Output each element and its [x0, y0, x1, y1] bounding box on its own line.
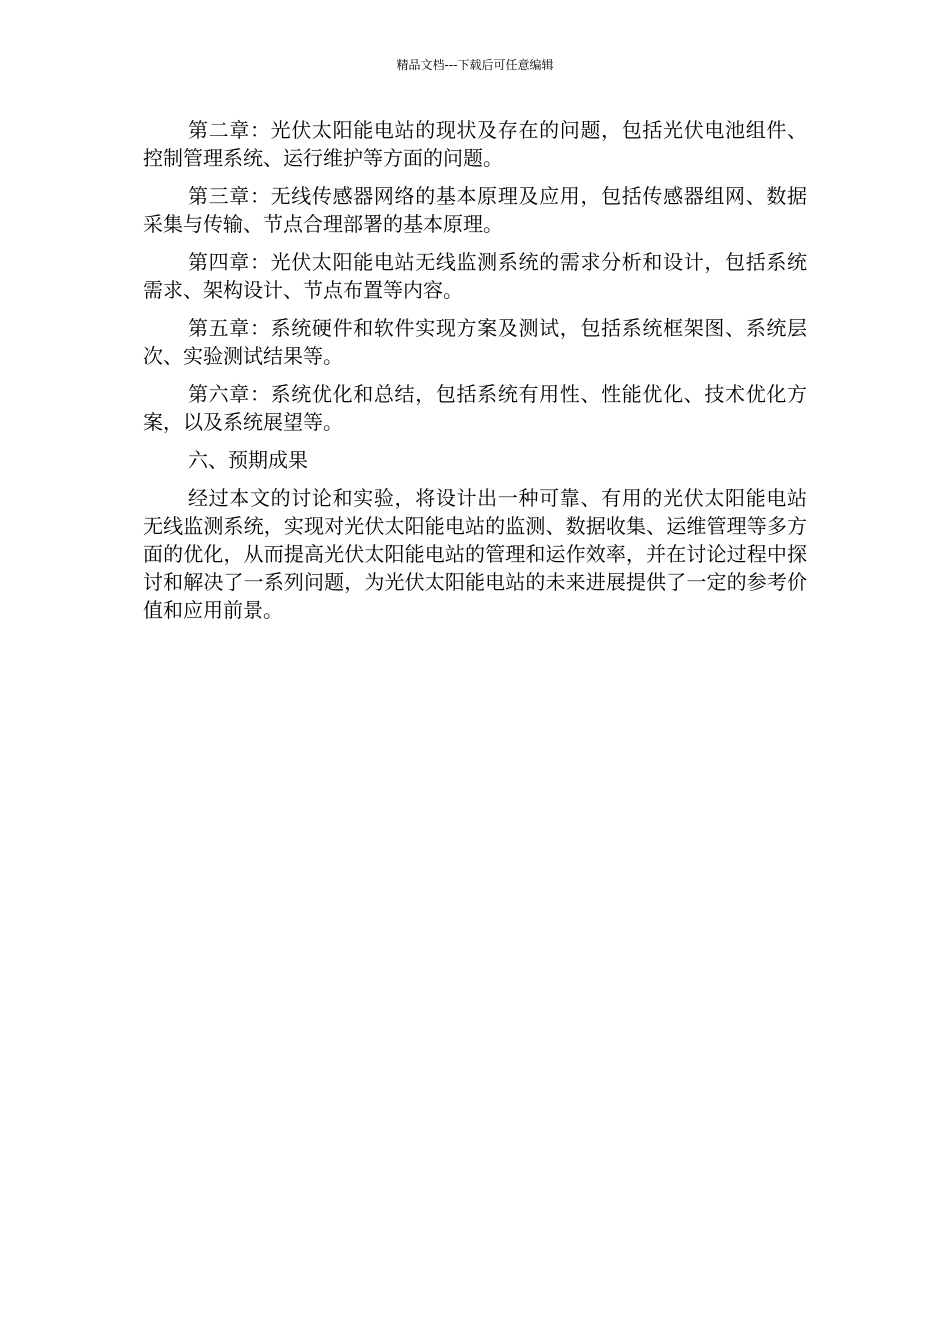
page-header: 精品文档---下载后可任意编辑	[396, 58, 554, 72]
document-body	[143, 116, 807, 634]
section-heading-expected-results: 六、预期成果	[188, 448, 308, 472]
paragraph-chapter-2: 第二章：光伏太阳能电站的现状及存在的问题，包括光伏电池组件、控制管理系统、运行维护等方面的问题。	[143, 118, 807, 170]
paragraph-chapter-6: 第六章：系统优化和总结，包括系统有用性、性能优化、技术优化方案，以及系统展望等。	[143, 382, 807, 434]
paragraph-expected-results: 经过本文的讨论和实验，将设计出一种可靠、有用的光伏太阳能电站无线监测系统，实现对光伏太阳能电站的监测、数据收集、运维管理等多方面的优化，从而提高光伏太阳能电站的管理和运作效率，并在讨论过程中探讨和解决了一系列问题，为光伏太阳能电站的未来进展提供了一定的参考价值和应用前景。	[143, 486, 807, 622]
paragraph-chapter-3: 第三章：无线传感器网络的基本原理及应用，包括传感器组网、数据采集与传输、节点合理部署的基本原理。	[143, 184, 807, 236]
paragraph-chapter-4: 第四章：光伏太阳能电站无线监测系统的需求分析和设计，包括系统需求、架构设计、节点布置等内容。	[143, 250, 807, 302]
paragraph-chapter-5: 第五章：系统硬件和软件实现方案及测试，包括系统框架图、系统层次、实验测试结果等。	[143, 316, 807, 368]
